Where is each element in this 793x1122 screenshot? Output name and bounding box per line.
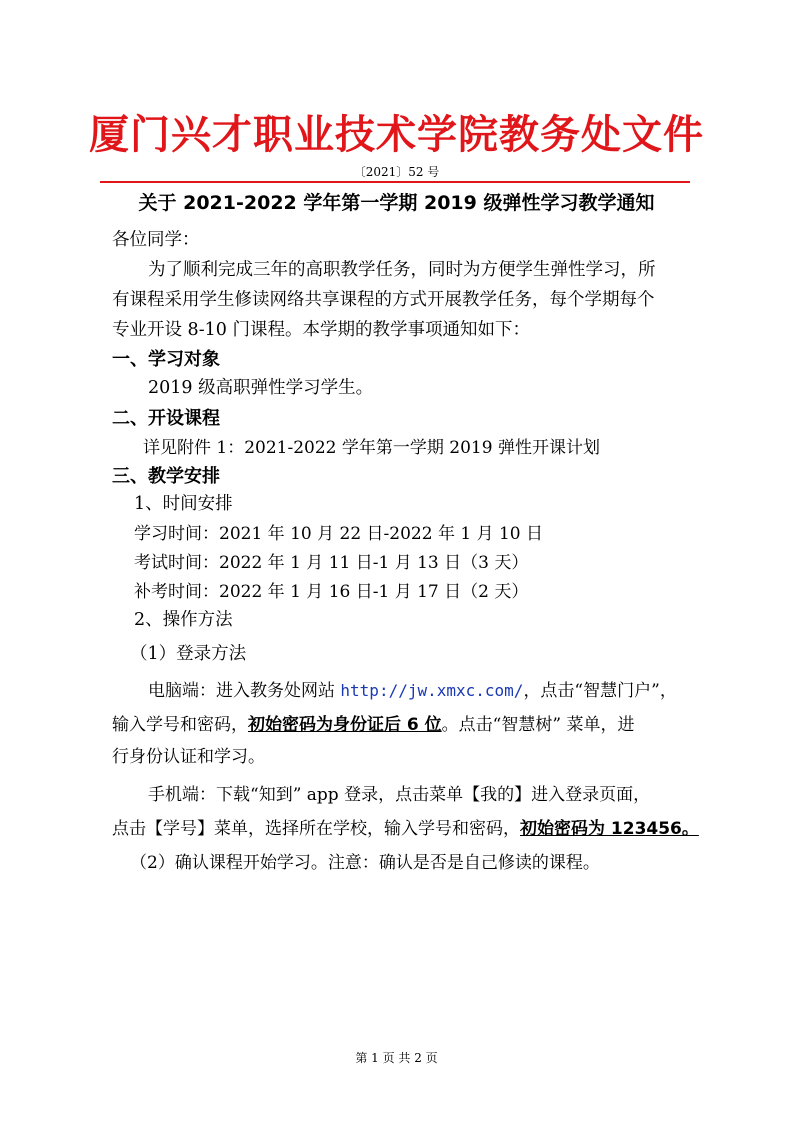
pc-line-3: 行身份认证和学习。: [112, 747, 265, 767]
confirm-course-line: （2）确认课程开始学习。注意：确认是否是自己修读的课程。: [130, 853, 600, 873]
document-number: 〔2021〕52 号: [353, 165, 440, 179]
intro-line-3: 专业开设 8-10 门课程。本学期的教学事项通知如下：: [112, 320, 530, 340]
operation-method-heading: 2、操作方法: [134, 610, 233, 630]
intro-line-2: 有课程采用学生修读网络共享课程的方式开展教学任务，每个学期每个: [112, 290, 655, 310]
pc-line-2-text-b: 。点击“智慧树” 菜单，进: [441, 715, 635, 735]
intro-line-1: 为了顺利完成三年的高职教学任务，同时为方便学生弹性学习，所: [148, 260, 656, 280]
document-title: 厦门兴才职业技术学院教务处文件: [89, 111, 704, 158]
section-2-text: 详见附件 1：2021-2022 学年第一学期 2019 弹性开课计划: [143, 438, 600, 458]
pc-line-2-text-a: 输入学号和密码，: [112, 715, 248, 735]
pc-line-1: [148, 676, 677, 701]
section-heading-2: 二、开设课程: [112, 408, 220, 429]
red-divider: [100, 181, 690, 183]
mobile-line-2: [112, 814, 699, 839]
exam-time: 考试时间：2022 年 1 月 11 日-1 月 13 日（3 天）: [134, 553, 529, 573]
mobile-initial-password: 初始密码为 123456。: [520, 819, 699, 839]
section-1-text: 2019 级高职弹性学习学生。: [148, 378, 374, 398]
notice-subtitle: 关于 2021-2022 学年第一学期 2019 级弹性学习教学通知: [138, 192, 655, 214]
pc-initial-password: 初始密码为身份证后 6 位: [248, 715, 442, 735]
section-heading-1: 一、学习对象: [112, 349, 220, 370]
pc-line-1-text-a: 电脑端：进入教务处网站: [148, 681, 341, 701]
page-footer: 第 1 页 共 2 页: [355, 1051, 438, 1065]
greeting: 各位同学：: [112, 230, 200, 250]
time-arrangement-heading: 1、时间安排: [134, 494, 233, 514]
pc-line-2: [112, 710, 634, 735]
makeup-time: 补考时间：2022 年 1 月 16 日-1 月 17 日（2 天）: [134, 582, 529, 602]
mobile-line-2-text: 点击【学号】菜单，选择所在学校，输入学号和密码，: [112, 819, 520, 839]
pc-line-1-text-b: ，点击“智慧门户”，: [523, 681, 677, 701]
login-method-heading: （1）登录方法: [130, 644, 247, 664]
mobile-line-1: 手机端：下载“知到” app 登录，点击菜单【我的】进入登录页面，: [148, 785, 651, 805]
website-link[interactable]: http://jw.xmxc.com/: [340, 681, 524, 700]
study-time: 学习时间：2021 年 10 月 22 日-2022 年 1 月 10 日: [134, 524, 544, 544]
section-heading-3: 三、教学安排: [112, 466, 220, 487]
